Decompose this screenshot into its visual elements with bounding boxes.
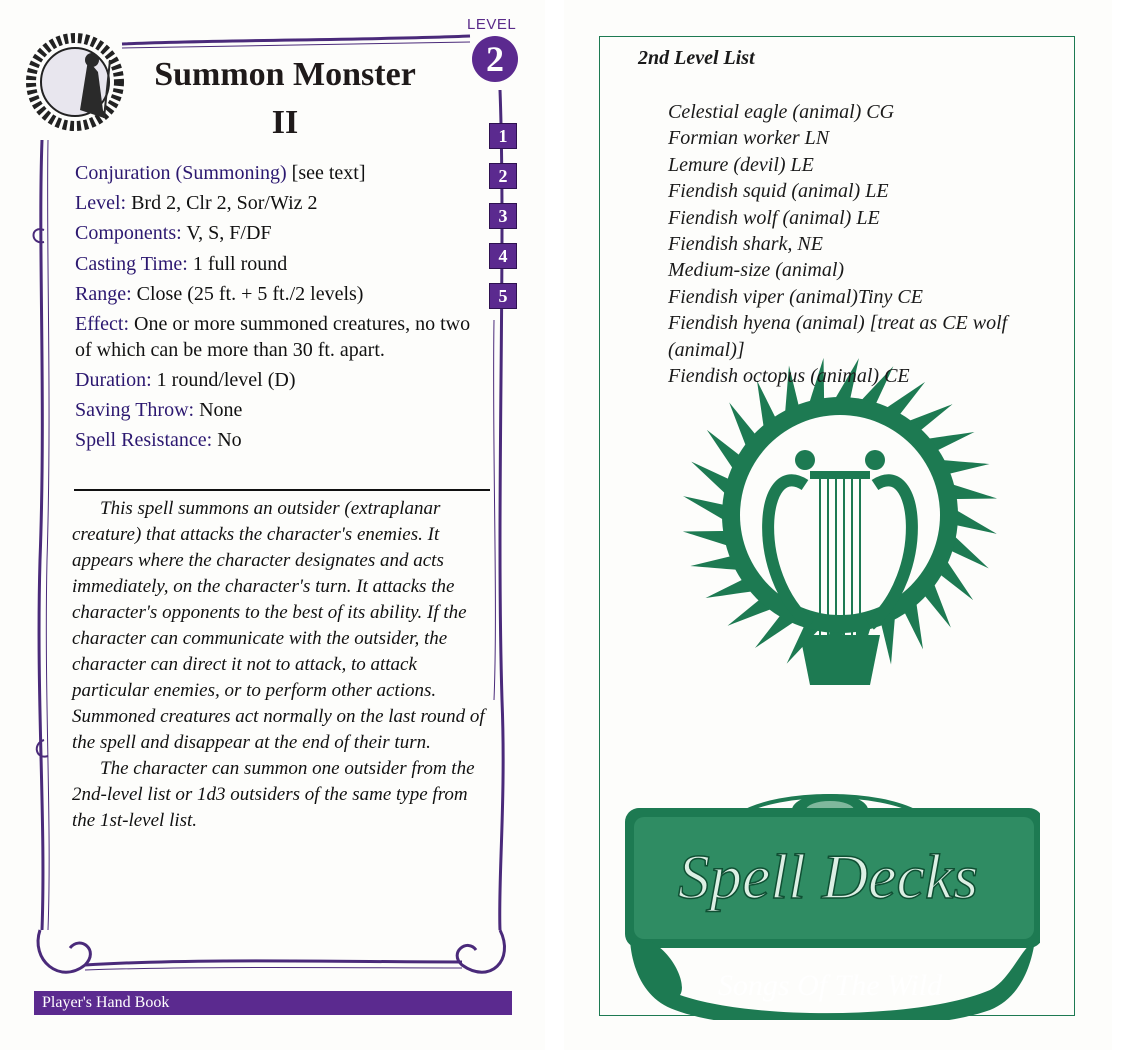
spell-stats <box>75 158 490 456</box>
stat-range: Range: Close (25 ft. + 5 ft./2 levels) <box>75 282 364 305</box>
level-tab-3: 3 <box>489 203 517 229</box>
description-paragraph-2: The character can summon one outsider from the 2nd-level list or 1d3 outsiders of the same type from the 1st-level list. <box>72 758 475 831</box>
list-item: Celestial eagle (animal) CG <box>668 101 895 123</box>
logo-title: Spell Decks <box>677 841 979 912</box>
stat-components: Components: V, S, F/DF <box>75 222 272 245</box>
level-tab-1: 1 <box>489 123 517 149</box>
stat-casting-time: Casting Time: 1 full round <box>75 252 288 275</box>
stat-effect: Effect: One or more summoned creatures, no two of which can be more than 30 ft. apart. <box>75 313 471 362</box>
list-item: Lemure (devil) LE <box>668 153 814 176</box>
list-item: Fiendish shark, NE <box>668 233 823 256</box>
logo-subtitle: Songs Of The Wild <box>717 969 943 1002</box>
stat-spell-resistance: Spell Resistance: No <box>75 429 242 452</box>
card-gutter <box>545 0 564 1053</box>
list-item: Formian worker LN <box>668 127 830 150</box>
level-tab-4: 4 <box>489 243 517 269</box>
list-item: Fiendish octopus (animal) CE <box>668 365 910 388</box>
stat-level: Level: Brd 2, Clr 2, Sor/Wiz 2 <box>75 192 318 215</box>
source-footer: Player's Hand Book <box>34 991 512 1015</box>
list-item: Fiendish viper (animal)Tiny CE <box>668 285 923 308</box>
stat-saving-throw: Saving Throw: None <box>75 399 243 422</box>
list-item: Medium-size (animal) <box>668 259 845 282</box>
stat-duration: Duration: 1 round/level (D) <box>75 369 296 392</box>
spell-description <box>72 496 492 834</box>
spell-card-front <box>0 0 545 1050</box>
list-item: Fiendish wolf (animal) LE <box>668 206 880 229</box>
spell-decks-logo <box>620 790 1040 1020</box>
spell-title: Summon Monster <box>154 56 416 93</box>
wizard-sun-icon <box>31 38 119 126</box>
level-tab-5: 5 <box>489 283 517 309</box>
list-item: Fiendish squid (animal) LE <box>668 180 889 203</box>
level-badge: 2 <box>472 36 518 82</box>
stat-school: Conjuration (Summoning) [see text] <box>75 162 366 184</box>
spell-title-numeral: II <box>271 104 299 141</box>
monster-list <box>668 99 1028 389</box>
divider <box>74 489 490 491</box>
description-paragraph-1: This spell summons an outsider (extraplanar creature) that attacks the character's enemies. It appears where the character designates and acts immediately, on the character's turn. It attacks the character's opponents to the best of its ability. If the character can communicate with the outsider, the character can direct it not to attack, to attack particular enemies, or to perform other actions. Summoned creatures act normally on the last round of the spell and disappear at the end of their turn. <box>72 498 485 753</box>
level-tab-2: 2 <box>489 163 517 189</box>
level-label: LEVEL <box>467 16 517 33</box>
list-item: Fiendish hyena (animal) [treat as CE wolf (animal)] <box>668 312 1008 361</box>
list-title: 2nd Level List <box>638 47 755 69</box>
page-margin <box>1112 0 1131 1053</box>
